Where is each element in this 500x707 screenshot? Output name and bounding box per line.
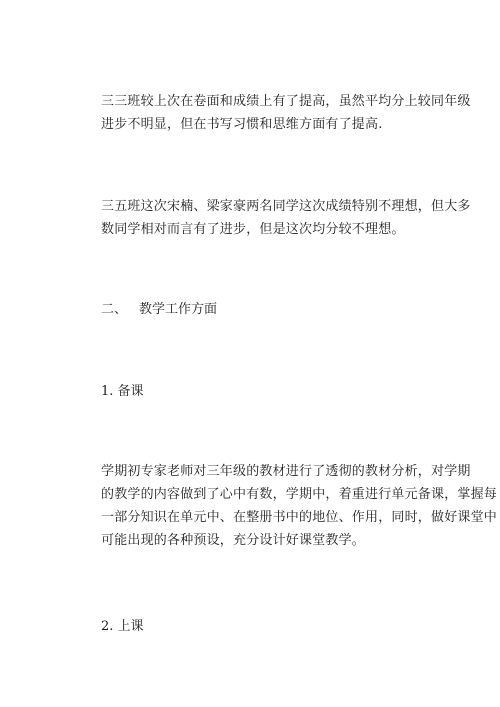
section-number: 二、 — [101, 302, 128, 317]
item-heading-class — [75, 615, 435, 638]
paragraph-line: 学期初专家老师对三年级的教材进行了透彻的教材分析，对学期 — [101, 464, 471, 479]
section-heading-teaching-work — [75, 298, 435, 321]
paragraph-line: 三三班较上次在卷面和成绩上有了提高，虽然平均分上较同年级 — [101, 94, 471, 109]
paragraph-class-3-5 — [75, 195, 471, 241]
item-heading-lesson-prep — [75, 380, 435, 403]
paragraph-line: 的教学的内容做到了心中有数，学期中，着重进行单元备课，掌握每 — [101, 487, 498, 502]
item-label: 2. 上课 — [101, 619, 144, 634]
paragraph-line: 数同学相对而言有了进步，但是这次均分较不理想。 — [101, 222, 405, 237]
item-label: 1. 备课 — [101, 384, 144, 399]
paragraph-class-3-3 — [75, 90, 471, 136]
paragraph-line: 可能出现的各种预设，充分设计好课堂教学。 — [101, 533, 366, 548]
paragraph-line: 进步不明显，但在书写习惯和思维方面有了提高. — [101, 117, 383, 132]
paragraph-line: 一部分知识在单元中、在整册书中的地位、作用，同时，做好课堂中 — [101, 510, 498, 525]
paragraph-line: 三五班这次宋楠、梁家豪两名同学这次成绩特别不理想，但大多 — [101, 199, 471, 214]
section-title: 教学工作方面 — [139, 302, 218, 317]
paragraph-lesson-prep — [75, 460, 498, 552]
